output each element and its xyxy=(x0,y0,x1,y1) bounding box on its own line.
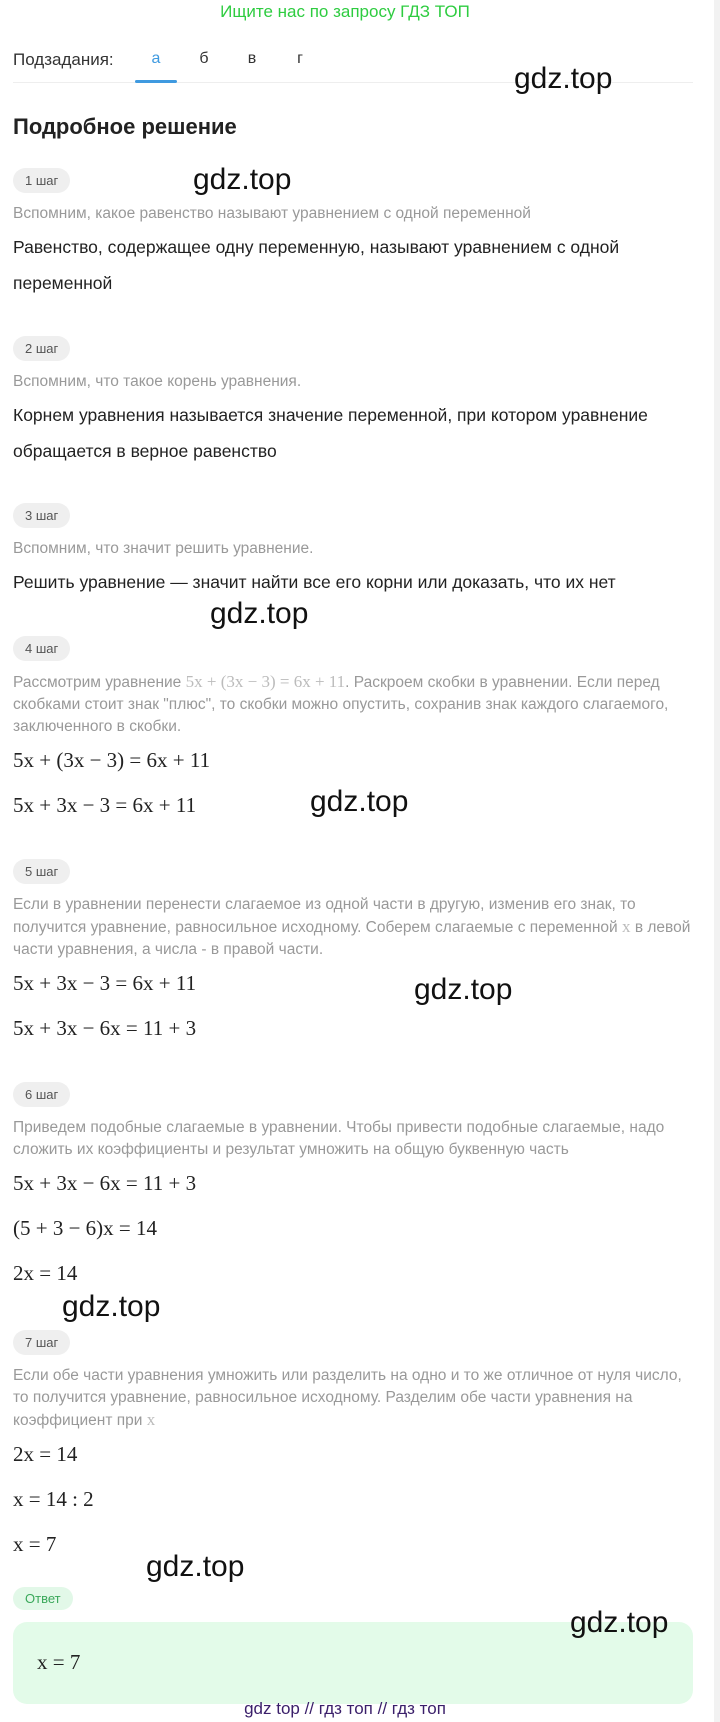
watermark: gdz.top xyxy=(193,163,292,196)
step-hint: Вспомним, какое равенство называют уравнением с одной переменной xyxy=(13,205,531,222)
step-badge: 4 шаг xyxy=(13,636,70,661)
tab-v[interactable]: в xyxy=(247,50,257,67)
hint-math: x xyxy=(622,917,631,936)
math-line: x = 7 xyxy=(13,1532,57,1556)
step-badge: 5 шаг xyxy=(13,859,70,884)
page-title: Подробное решение xyxy=(13,114,237,139)
step-hint xyxy=(13,671,693,738)
hint-math: 5x + (3x − 3) = 6x + 11 xyxy=(185,672,346,691)
step-1 xyxy=(13,168,693,301)
watermark: gdz.top xyxy=(310,785,409,818)
step-badge: 3 шаг xyxy=(13,503,70,528)
hint-text: Если в уравнении перенести слагаемое из одной части в другую, изменив его знак, то получится уравнение, равносильное исходному. Соберем слагаемые с переменной xyxy=(13,896,636,936)
step-statement: Корнем уравнения называется значение переменной, при котором уравнение обращается в верное равенство xyxy=(13,405,648,461)
subtasks-label: Подзадания: xyxy=(13,50,114,69)
step-3 xyxy=(13,503,693,600)
scrollbar[interactable] xyxy=(714,0,720,1722)
step-badge: 6 шаг xyxy=(13,1082,70,1107)
watermark: gdz.top xyxy=(514,62,613,95)
answer-value: x = 7 xyxy=(37,1650,81,1674)
watermark: gdz.top xyxy=(62,1290,161,1323)
step-hint xyxy=(13,1365,693,1432)
step-hint: Приведем подобные слагаемые в уравнении. Чтобы привести подобные слагаемые, надо сложить их коэффициенты и результат умножить на общую буквенную часть xyxy=(13,1119,665,1158)
step-statement: Решить уравнение — значит найти все его корни или доказать, что их нет xyxy=(13,572,616,592)
step-5 xyxy=(13,859,693,1051)
step-hint: Вспомним, что значит решить уравнение. xyxy=(13,540,314,557)
watermark: gdz.top xyxy=(210,597,309,630)
watermark: gdz.top xyxy=(146,1550,245,1583)
step-2 xyxy=(13,336,693,469)
answer-badge: Ответ xyxy=(13,1587,73,1610)
tab-g[interactable]: г xyxy=(297,50,303,67)
watermark: gdz.top xyxy=(414,973,513,1006)
math-line: (5 + 3 − 6)x = 14 xyxy=(13,1216,158,1240)
watermark: gdz.top xyxy=(570,1606,669,1639)
hint-text: Рассмотрим уравнение xyxy=(13,674,186,691)
math-line: 5x + (3x − 3) = 6x + 11 xyxy=(13,748,211,772)
math-line: 2x = 14 xyxy=(13,1261,78,1285)
hint-math: x xyxy=(146,1410,156,1429)
search-banner: Ищите нас по запросу ГДЗ ТОП xyxy=(220,2,470,21)
math-line: 5x + 3x − 3 = 6x + 11 xyxy=(13,971,197,995)
step-6 xyxy=(13,1082,693,1296)
math-line: 5x + 3x − 6x = 11 + 3 xyxy=(13,1171,197,1195)
hint-text: . Раскроем скобки в уравнении. Если перед скобками стоит знак "плюс", то скобки можно опустить, сохранив знак каждого слагаемого, заключенного в скобки. xyxy=(13,674,669,735)
step-hint xyxy=(13,894,693,961)
hint-text: в левой части уравнения, а числа - в правой части. xyxy=(13,919,691,958)
step-badge: 2 шаг xyxy=(13,336,70,361)
step-badge: 7 шаг xyxy=(13,1330,70,1355)
math-line: 5x + 3x − 6x = 11 + 3 xyxy=(13,1016,197,1040)
hint-text: Если обе части уравнения умножить или разделить на одно и то же отличное от нуля число, то получится уравнение, равносильное исходному. Разделим обе части уравнения на коэффициент при xyxy=(13,1367,682,1429)
tab-b[interactable]: б xyxy=(199,50,209,67)
step-badge: 1 шаг xyxy=(13,168,70,193)
step-7 xyxy=(13,1330,693,1567)
math-line: 2x = 14 xyxy=(13,1442,78,1466)
step-hint: Вспомним, что такое корень уравнения. xyxy=(13,373,302,390)
footer-links[interactable]: gdz top // гдз топ // гдз топ xyxy=(244,1699,446,1718)
math-line: 5x + 3x − 3 = 6x + 11 xyxy=(13,793,197,817)
tab-a[interactable]: а xyxy=(135,50,177,68)
step-statement: Равенство, содержащее одну переменную, называют уравнением с одной переменной xyxy=(13,237,620,293)
math-line: x = 14 : 2 xyxy=(13,1487,94,1511)
